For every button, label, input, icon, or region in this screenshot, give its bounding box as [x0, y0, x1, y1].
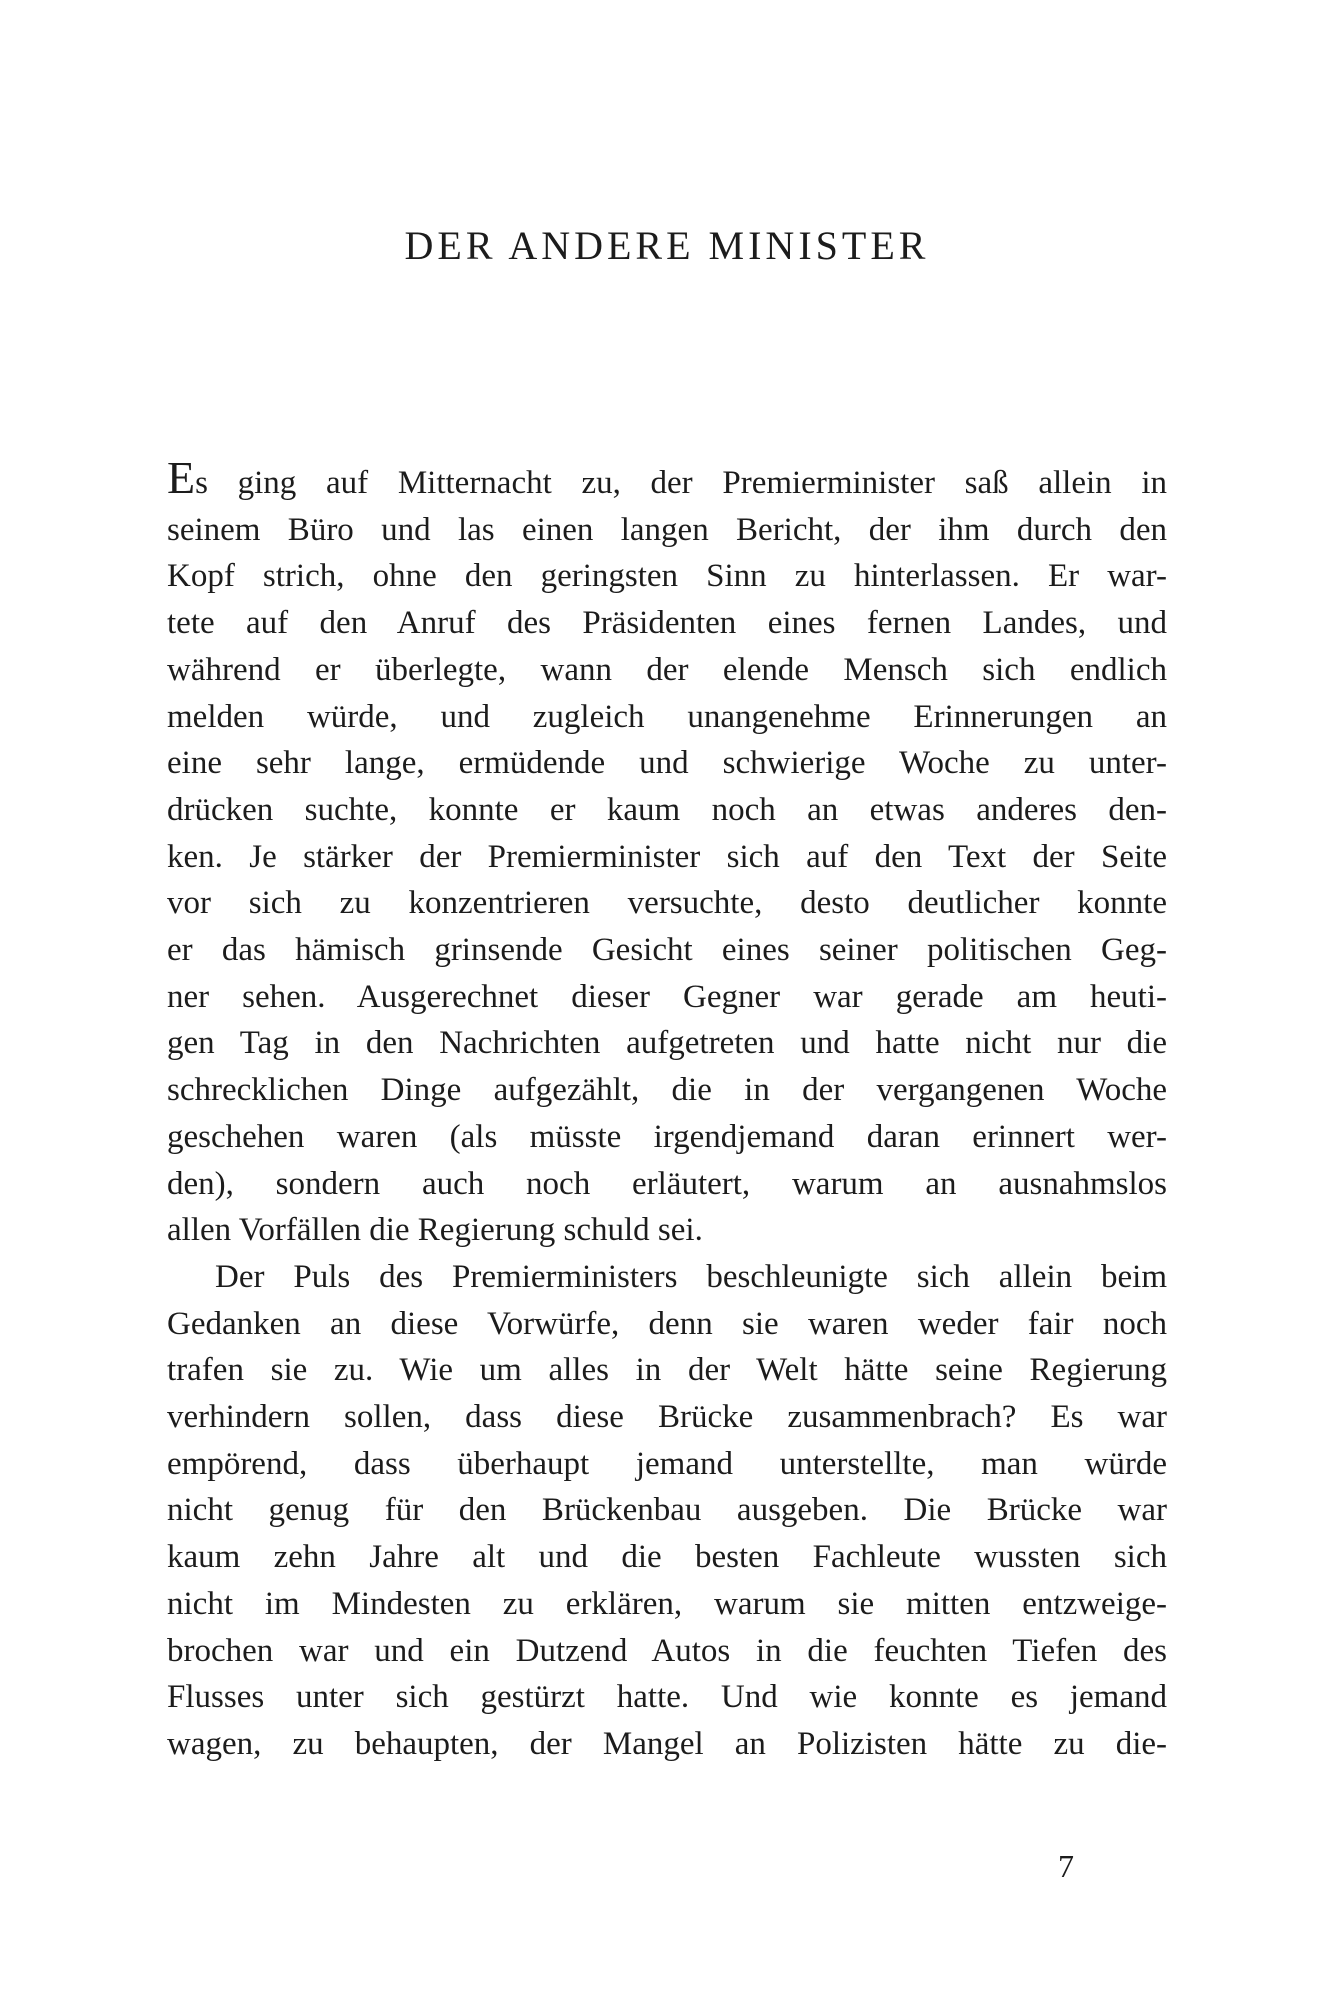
- text-line: empörend, dass überhaupt jemand unterstellte, man würde: [167, 1445, 1167, 1482]
- text-line: melden würde, und zugleich unangenehme Erinnerungen an: [167, 698, 1167, 735]
- text-line: verhindern sollen, dass diese Brücke zusammenbrach? Es war: [167, 1399, 1167, 1436]
- text-line: eine sehr lange, ermüdende und schwierige Woche zu unter-: [167, 745, 1167, 782]
- text-line: Es ging auf Mitternacht zu, der Premierminister saß allein in: [167, 452, 1167, 503]
- text-line: tete auf den Anruf des Präsidenten eines fernen Landes, und: [167, 605, 1167, 642]
- chapter-title: DER ANDERE MINISTER: [404, 223, 930, 268]
- text-line: kaum zehn Jahre alt und die besten Fachleute wussten sich: [167, 1539, 1167, 1576]
- text-line: geschehen waren (als müsste irgendjemand daran erinnert wer-: [167, 1118, 1167, 1155]
- text-line: drücken suchte, konnte er kaum noch an etwas anderes den-: [167, 791, 1167, 828]
- text-line: trafen sie zu. Wie um alles in der Welt hätte seine Regierung: [167, 1352, 1167, 1389]
- text-line: er das hämisch grinsende Gesicht eines seiner politischen Geg-: [167, 932, 1167, 969]
- text-line: brochen war und ein Dutzend Autos in die feuchten Tiefen des: [167, 1632, 1167, 1669]
- text-line: nicht im Mindesten zu erklären, warum sie mitten entzweige-: [167, 1585, 1167, 1622]
- text-line: ken. Je stärker der Premierminister sich auf den Text der Seite: [167, 838, 1167, 875]
- text-line: allen Vorfällen die Regierung schuld sei.: [167, 1212, 703, 1249]
- paragraph-1: [167, 452, 1167, 1254]
- text-line: wagen, zu behaupten, der Mangel an Polizisten hätte zu die-: [167, 1725, 1167, 1762]
- body-text: [167, 452, 1167, 1768]
- text-line: schrecklichen Dinge aufgezählt, die in der vergangenen Woche: [167, 1072, 1167, 1109]
- text-line: vor sich zu konzentrieren versuchte, desto deutlicher konnte: [167, 885, 1167, 922]
- text-line: den), sondern auch noch erläutert, warum an ausnahmslos: [167, 1165, 1167, 1202]
- text-line: gen Tag in den Nachrichten aufgetreten und hatte nicht nur die: [167, 1025, 1167, 1062]
- drop-cap: E: [167, 452, 196, 503]
- page-number: 7: [1058, 1848, 1074, 1884]
- text-line: Gedanken an diese Vorwürfe, denn sie waren weder fair noch: [167, 1305, 1167, 1342]
- text-line: Kopf strich, ohne den geringsten Sinn zu hinterlassen. Er war-: [167, 558, 1167, 595]
- text-line: Flusses unter sich gestürzt hatte. Und wie konnte es jemand: [167, 1679, 1167, 1716]
- text-line: Der Puls des Premierministers beschleunigte sich allein beim: [215, 1258, 1167, 1295]
- text-line: ner sehen. Ausgerechnet dieser Gegner war gerade am heuti-: [167, 978, 1167, 1015]
- paragraph-2: [167, 1254, 1167, 1768]
- text-line: während er überlegte, wann der elende Mensch sich endlich: [167, 651, 1167, 688]
- text-line: nicht genug für den Brückenbau ausgeben. Die Brücke war: [167, 1492, 1167, 1529]
- text-line: seinem Büro und las einen langen Bericht, der ihm durch den: [167, 511, 1167, 548]
